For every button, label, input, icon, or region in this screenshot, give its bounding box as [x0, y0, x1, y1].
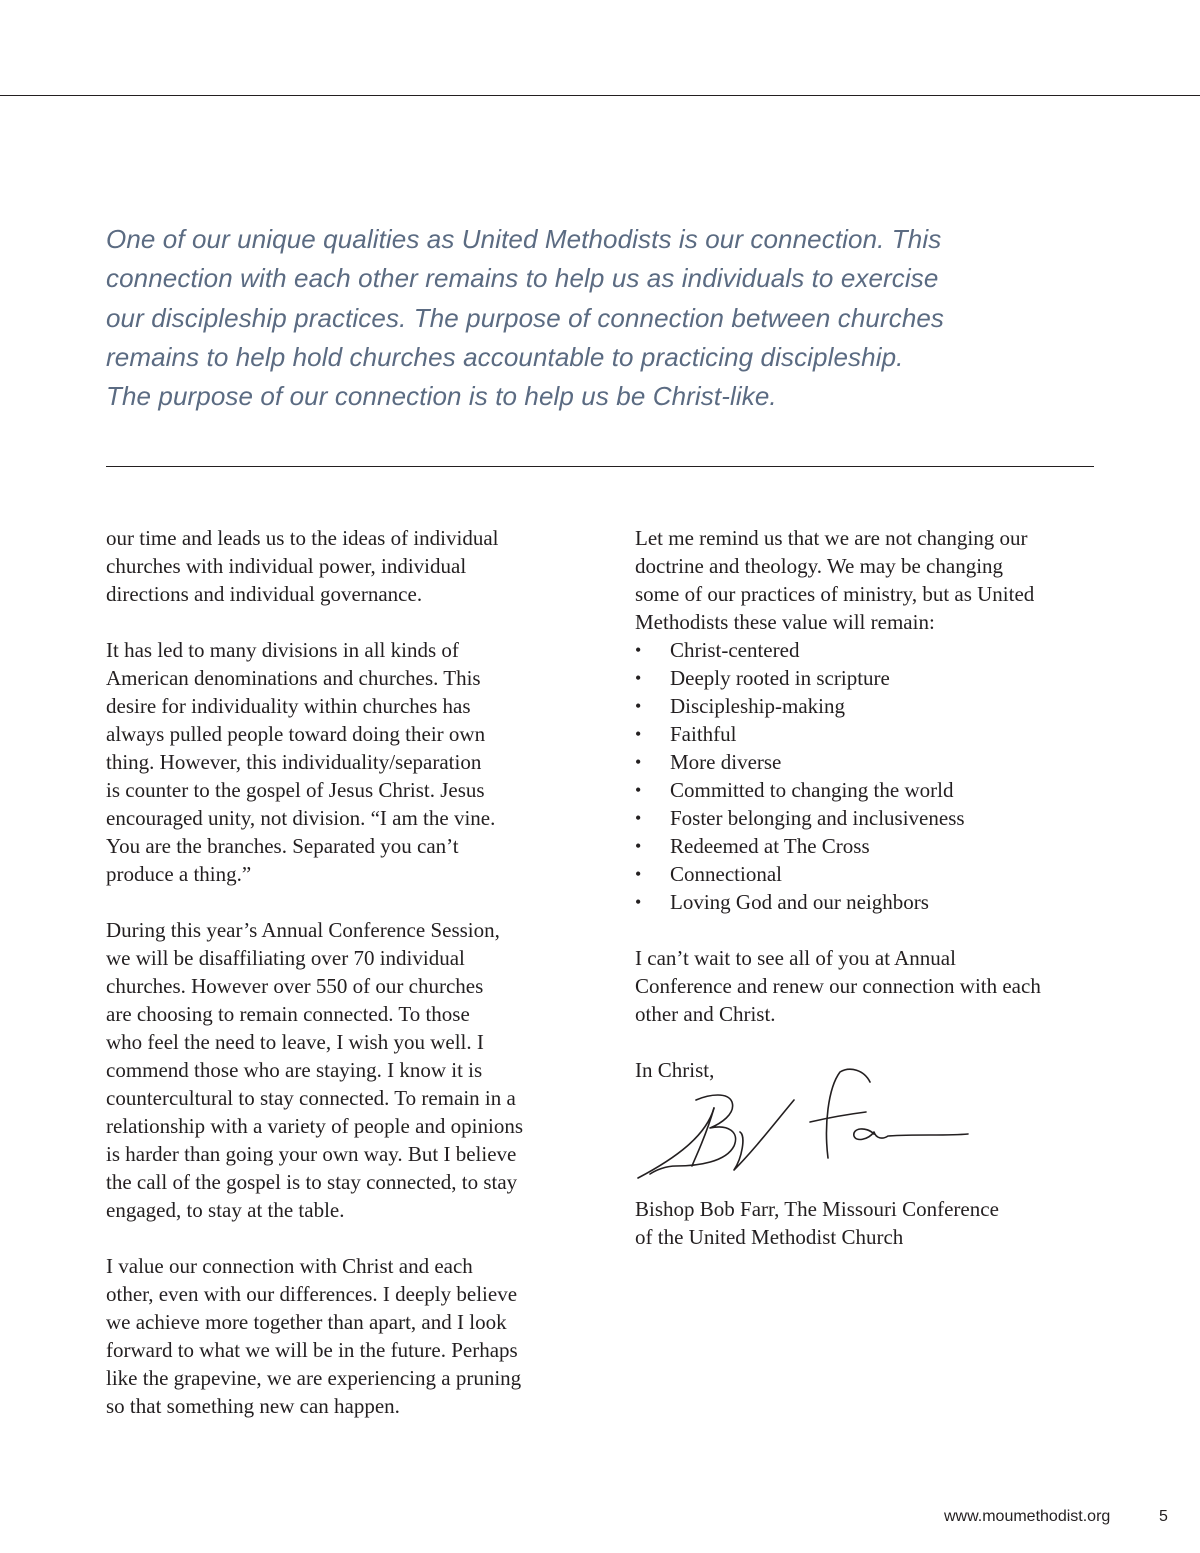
text-line: is counter to the gospel of Jesus Christ. Jesus — [106, 778, 485, 802]
text-line: we achieve more together than apart, and I look — [106, 1310, 507, 1334]
left-column — [106, 524, 576, 1420]
list-item: • Deeply rooted in scripture — [635, 664, 1105, 692]
text-line: we will be disaffiliating over 70 individual — [106, 946, 465, 970]
list-item: • Foster belonging and inclusiveness — [635, 804, 1105, 832]
text-line: the call of the gospel is to stay connected, to stay — [106, 1170, 518, 1194]
signature-stroke — [692, 1108, 714, 1166]
text-line: encouraged unity, not division. “I am the vine. — [106, 806, 496, 830]
right-column — [635, 524, 1105, 1084]
pull-quote-line: remains to help hold churches accountable to practicing discipleship. — [106, 341, 904, 372]
text-line: other and Christ. — [635, 1002, 776, 1026]
signature-stroke — [827, 1069, 871, 1158]
text-line: Let me remind us that we are not changing our — [635, 526, 1028, 550]
text-line: who feel the need to leave, I wish you well. I — [106, 1030, 484, 1054]
text-line: thing. However, this individuality/separation — [106, 750, 482, 774]
list-item: • Discipleship-making — [635, 692, 1105, 720]
text-line: churches. However over 550 of our churches — [106, 974, 484, 998]
text-line: Conference and renew our connection with each — [635, 974, 1041, 998]
values-list — [635, 636, 1105, 916]
page-number: 5 — [1159, 1508, 1168, 1525]
signature-image — [636, 1066, 976, 1186]
text-line: always pulled people toward doing their own — [106, 722, 486, 746]
list-item: • Redeemed at The Cross — [635, 832, 1105, 860]
text-line: It has led to many divisions in all kinds of — [106, 638, 459, 662]
text-line: churches with individual power, individual — [106, 554, 467, 578]
paragraph-doctrine — [635, 524, 1105, 636]
text-line: produce a thing.” — [106, 862, 252, 886]
list-item: • Faithful — [635, 720, 1105, 748]
text-line: other, even with our differences. I deeply believe — [106, 1282, 518, 1306]
paragraph-individuality — [106, 524, 576, 608]
signature-stroke — [810, 1112, 866, 1122]
footer-website: www.moumethodist.org — [944, 1508, 1111, 1525]
paragraph-divisions — [106, 636, 576, 888]
list-item: • Committed to changing the world — [635, 776, 1105, 804]
signature-stroke — [734, 1100, 794, 1170]
top-divider — [0, 95, 1200, 96]
paragraph-connection-value — [106, 1252, 576, 1420]
text-line: like the grapevine, we are experiencing a pruning — [106, 1366, 522, 1390]
pull-quote-line: connection with each other remains to help us as individuals to exercise — [106, 263, 939, 294]
text-line: is harder than going your own way. But I believe — [106, 1142, 517, 1166]
text-line: desire for individuality within churches has — [106, 694, 471, 718]
text-line: forward to what we will be in the future. Perhaps — [106, 1338, 518, 1362]
pull-quote-line: our discipleship practices. The purpose of connection between churches — [106, 302, 945, 333]
text-line: I value our connection with Christ and each — [106, 1254, 473, 1278]
signer-name: Bishop Bob Farr, The Missouri Conference — [635, 1197, 999, 1221]
paragraph-closing-invite — [635, 944, 1105, 1028]
text-line: countercultural to stay connected. To remain in a — [106, 1086, 516, 1110]
section-divider — [106, 466, 1094, 467]
signer-block — [635, 1195, 999, 1251]
text-line: our time and leads us to the ideas of individual — [106, 526, 499, 550]
text-line: some of our practices of ministry, but as United — [635, 582, 1035, 606]
text-line: so that something new can happen. — [106, 1394, 400, 1418]
text-line: I can’t wait to see all of you at Annual — [635, 946, 956, 970]
text-line: directions and individual governance. — [106, 582, 423, 606]
text-line: American denominations and churches. This — [106, 666, 481, 690]
list-item: • More diverse — [635, 748, 1105, 776]
text-line: commend those who are staying. I know it is — [106, 1058, 483, 1082]
list-item: • Christ-centered — [635, 636, 1105, 664]
pull-quote-line: One of our unique qualities as United Methodists is our connection. This — [106, 224, 942, 254]
text-line: Methodists these value will remain: — [635, 610, 935, 634]
text-line: In Christ, — [635, 1058, 715, 1082]
text-line: During this year’s Annual Conference Session, — [106, 918, 500, 942]
list-item: • Loving God and our neighbors — [635, 888, 1105, 916]
pull-quote-line: The purpose of our connection is to help us be Christ-like. — [106, 381, 777, 412]
text-line: relationship with a variety of people and opinions — [106, 1114, 523, 1138]
signer-title: of the United Methodist Church — [635, 1225, 904, 1249]
list-item: • Connectional — [635, 860, 1105, 888]
signature-stroke — [638, 1108, 714, 1178]
pull-quote — [106, 220, 1106, 416]
text-line: are choosing to remain connected. To those — [106, 1002, 470, 1026]
text-line: You are the branches. Separated you can’t — [106, 834, 459, 858]
paragraph-annual-conference — [106, 916, 576, 1224]
signature-stroke — [854, 1129, 968, 1140]
text-line: engaged, to stay at the table. — [106, 1198, 345, 1222]
text-line: doctrine and theology. We may be changing — [635, 554, 1004, 578]
